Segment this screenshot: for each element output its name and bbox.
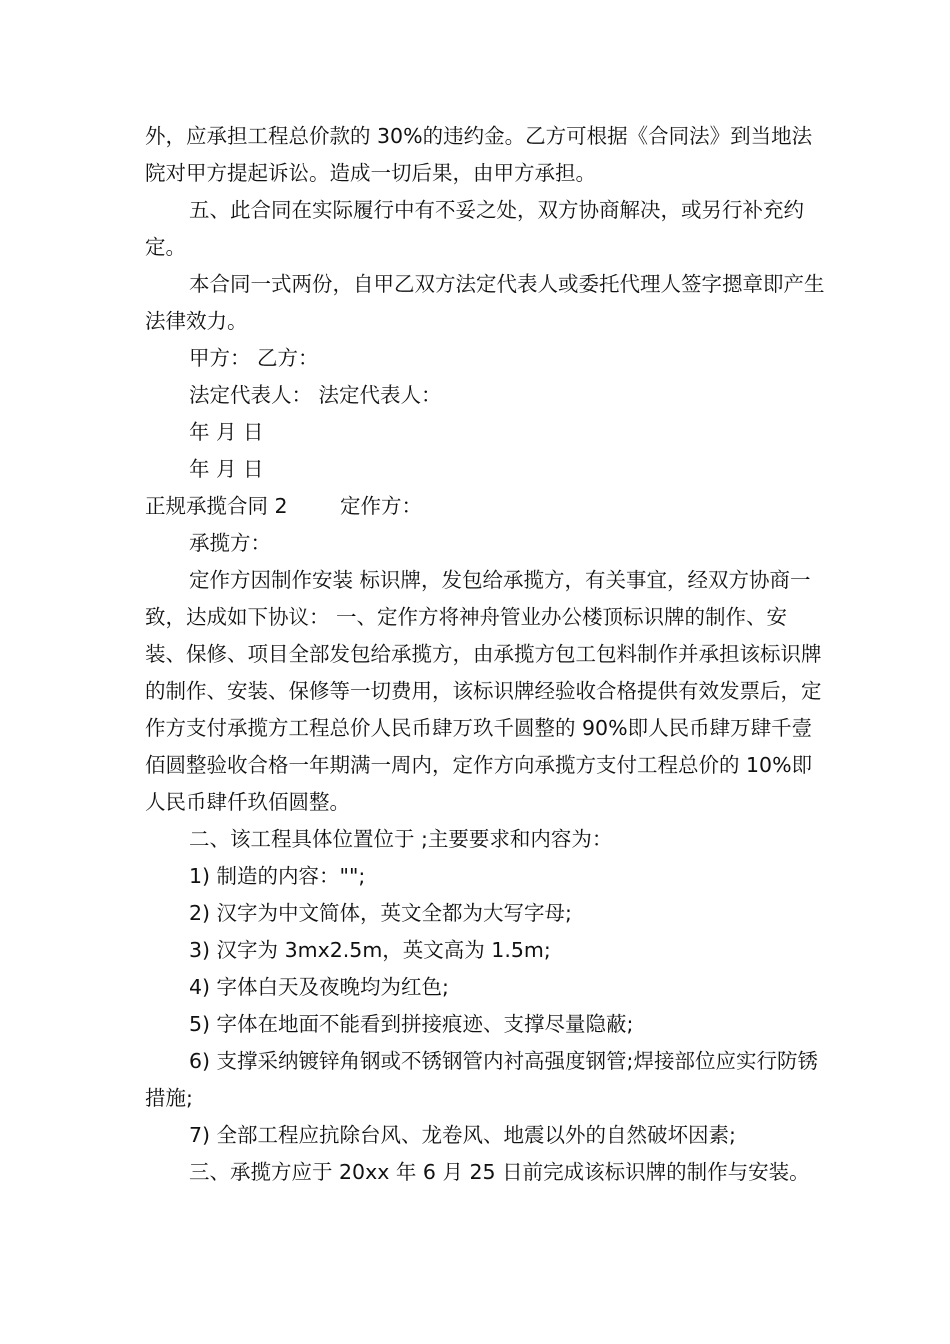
paragraph-clause-five: 五、此合同在实际履行中有不妥之处，双方协商解决，或另行补充约定。 (145, 198, 804, 259)
paragraph-date-2: 年 月 日 (189, 457, 264, 481)
requirement-item-7: 7) 全部工程应抗除台风、龙卷风、地震以外的自然破坏因素; (189, 1123, 736, 1147)
paragraph-copies: 本合同一式两份，自甲乙双方法定代表人或委托代理人签字摁章即产生法律效力。 (145, 272, 825, 333)
requirement-item-4: 4) 字体白天及夜晚均为红色; (189, 975, 449, 999)
requirement-item-3: 3) 汉字为 3mx2.5m，英文高为 1.5m; (189, 938, 551, 962)
paragraph-date-1: 年 月 日 (189, 420, 264, 444)
paragraph-clause-three: 三、承揽方应于 20xx 年 6 月 25 日前完成该标识牌的制作与安装。 (189, 1160, 810, 1184)
paragraph-clause-two: 二、该工程具体位置位于 ;主要要求和内容为： (189, 827, 613, 851)
requirement-item-5: 5) 字体在地面不能看到拼接痕迹、支撑尽量隐蔽; (189, 1012, 634, 1036)
contractor-label: 承揽方： (189, 531, 271, 555)
requirement-item-2: 2) 汉字为中文简体，英文全都为大写字母; (189, 901, 572, 925)
paragraph-parties: 甲方： 乙方： (189, 346, 319, 370)
paragraph-agreement: 定作方因制作安装 标识牌，发包给承揽方，有关事宜，经双方协商一致，达成如下协议： 一、定作方将神舟管业办公楼顶标识牌的制作、安装、保修、项目全部发包给承揽方，由承揽方包工包料制作并承担该标识牌的制作、安装、保修等一切费用，该标识牌经验收合格提供有效发票后，定作方支付承揽方工程总价人民币肆万玖千圆整的 90%即人民币肆万肆千壹佰圆整验收合格一年期满一周内，定作方向承揽方支付工程总价的 10%即人民币肆仟玖佰圆整。 (145, 568, 822, 814)
paragraph-breach-penalty: 外，应承担工程总价款的 30%的违约金。乙方可根据《合同法》到当地法院对甲方提起诉讼。造成一切后果，由甲方承担。 (145, 124, 813, 185)
contract-heading-line (145, 488, 825, 525)
requirement-item-6: 6) 支撑采纳镀锌角钢或不锈钢管内衬高强度钢管;焊接部位应实行防锈措施; (145, 1049, 818, 1110)
paragraph-legal-representatives: 法定代表人： 法定代表人： (189, 383, 442, 407)
contract-title: 正规承揽合同 2 (145, 494, 288, 518)
document-body (145, 118, 825, 1191)
commissioning-party-label: 定作方： (340, 494, 422, 518)
requirement-item-1: 1) 制造的内容：""; (189, 864, 366, 888)
